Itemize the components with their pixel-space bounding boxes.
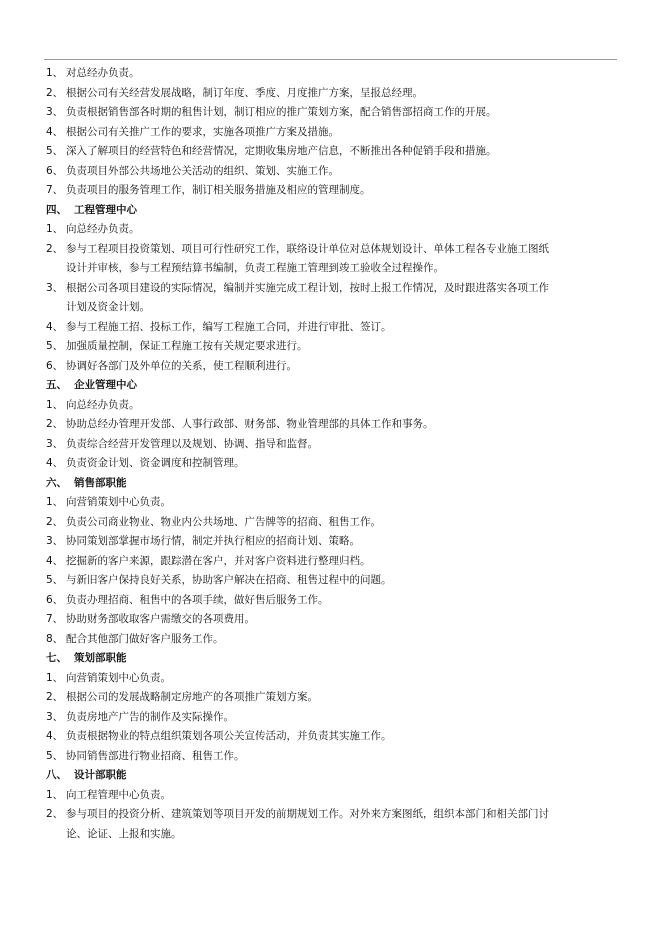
- list-item: 2、 协助总经办管理开发部、人事行政部、财务部、物业管理部的具体工作和事务。: [46, 418, 434, 430]
- list-item: 1、 向工程管理中心负责。: [46, 788, 171, 801]
- list-item: 3、 负责根据销售部各时期的租售计划，制订相应的推广策划方案，配合销售部招商工作的开展。: [46, 106, 497, 118]
- list-item: 7、 协助财务部收取客户需缴交的各项费用。: [46, 613, 255, 625]
- section-heading-engineering: 四、 工程管理中心: [46, 203, 137, 216]
- list-item: 1、 向营销策划中心负责。: [46, 671, 171, 684]
- section-heading-planning-department: 七、 策划部职能: [46, 652, 127, 664]
- list-item: 1、 对总经办负责。: [46, 67, 140, 79]
- list-item: 3、 负责综合经营开发管理以及规划、协调、指导和监督。: [46, 437, 318, 450]
- list-item: 1、 向总经办负责。: [46, 398, 140, 411]
- list-item: 2、 根据公司有关经营发展战略，制订年度、季度、月度推广方案，呈报总经理。: [46, 86, 423, 99]
- list-item: 4、 参与工程施工招、投标工作，编写工程施工合同，并进行审批、签订。: [46, 320, 392, 333]
- list-item: 4、 负责根据物业的特点组织策划各项公关宣传活动，并负责其实施工作。: [46, 730, 392, 742]
- section-heading-sales-department: 六、 销售部职能: [46, 476, 127, 489]
- list-item: 1、 向营销策划中心负责。: [46, 496, 171, 508]
- list-item: 8、 配合其他部门做好客户服务工作。: [46, 632, 224, 645]
- list-item: 4、 负责资金计划、资金调度和控制管理。: [46, 457, 245, 469]
- list-item: 3、 根据公司各项目建设的实际情况，编制并实施完成工程计划，按时上报工作情况，及时跟进落实各项工作 计划及资金计划。: [46, 281, 549, 313]
- list-item: 4、 挖掘新的客户来源，跟踪潜在客户，并对客户资料进行整理归档。: [46, 554, 371, 567]
- list-item: 5、 与新旧客户保持良好关系，协助客户解决在招商、租售过程中的问题。: [46, 574, 392, 586]
- list-item: 1、 向总经办负责。: [46, 223, 140, 235]
- list-item: 5、 深入了解项目的经营特色和经营情况，定期收集房地产信息，不断推出各种促销手段和措施。: [46, 145, 497, 157]
- list-item: 6、 负责项目外部公共场地公关活动的组织、策划、实施工作。: [46, 164, 339, 177]
- list-item: 3、 负责房地产广告的制作及实际操作。: [46, 710, 234, 723]
- document-body: [46, 64, 618, 844]
- list-item: 6、 协调好各部门及外单位的关系，使工程顺利进行。: [46, 359, 297, 372]
- list-item: 3、 协同策划部掌握市场行情，制定并执行相应的招商计划、策略。: [46, 535, 360, 547]
- sales-center-duties: [46, 64, 618, 201]
- list-item: 2、 参与项目的投资分析、建筑策划等项目开发的前期规划工作。对外来方案图纸，组织本部门和相关部门讨 论、论证、上报和实施。: [46, 808, 549, 840]
- list-item: 4、 根据公司有关推广工作的要求，实施各项推广方案及措施。: [46, 125, 339, 138]
- header-rule: [44, 59, 617, 60]
- list-item: 7、 负责项目的服务管理工作，制订相关服务措施及相应的管理制度。: [46, 184, 371, 196]
- list-item: 2、 根据公司的发展战略制定房地产的各项推广策划方案。: [46, 691, 318, 703]
- section-heading-design-department: 八、 设计部职能: [46, 769, 127, 781]
- list-item: 2、 负责公司商业物业、物业内公共场地、广告牌等的招商、租售工作。: [46, 515, 381, 528]
- list-item: 5、 协同销售部进行物业招商、租售工作。: [46, 749, 245, 762]
- list-item: 2、 参与工程项目投资策划、项目可行性研究工作，联络设计单位对总体规划设计、单体工程各专业施工图纸 设计并审核，参与工程预结算书编制，负责工程施工管理到竣工验收全过程操作。: [46, 242, 549, 274]
- list-item: 5、 加强质量控制，保证工程施工按有关规定要求进行。: [46, 340, 308, 352]
- list-item: 6、 负责办理招商、租售中的各项手续，做好售后服务工作。: [46, 593, 329, 606]
- section-heading-enterprise-management: 五、 企业管理中心: [46, 379, 137, 391]
